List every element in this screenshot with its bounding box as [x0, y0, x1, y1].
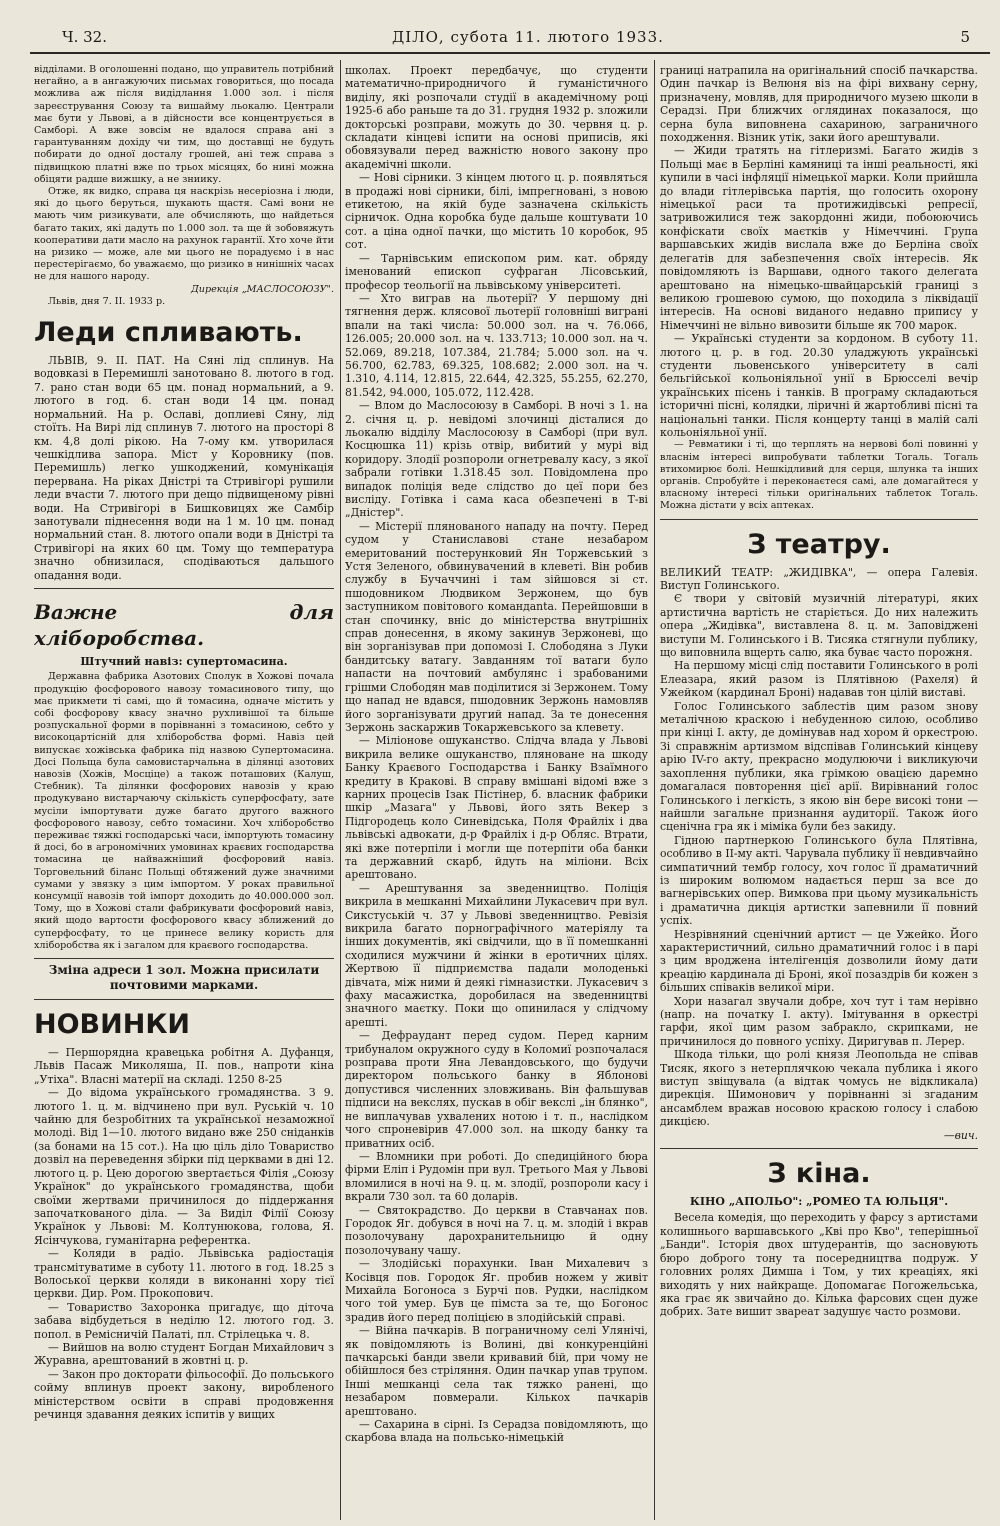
section-rule	[660, 519, 978, 520]
subheadline-farming: Штучний навіз: супертомасина.	[80, 654, 288, 668]
masthead	[62, 22, 980, 50]
theatre-review: Шкода тільки, що ролі князя Леопольда не співав Тисяк, якого з нетерплячкою чекала публика і якого виступ звіщувала (а відтак чомусь не відкликала) дирекція. Шимонович у порівнанні зі згаданим ансамблем вражав носовою краскою голосу і слабою дикцією.	[660, 1048, 978, 1129]
cinema-review: Весела комедія, що переходить у фарсу з артистами колишнього варшавського „Кві про Кво", теперішньої „Банди". Історія двох штудерантів, що засновують бюро доброго тону та посередництва подруж. У головних ролях Димша і Том, у тих креаціях, які виходять у них найкраще. Допомагає Погожельська, яка грає як звичайно до. Кілька фарсових сцен дуже добрих. Зате вишит звареат задушує часто розмови.	[660, 1211, 978, 1319]
news-item: границі натрапила на оригінальний спосіб пачкарства. Один пачкар із Велюня віз на фірі вихвану серну, призначену, мовляв, для природничого музею школи в Серадзі. При ближчих оглядинах показалося, що серна була виповнена сахариною, заграничного походження. Візник утік, заки його арештували.	[660, 64, 978, 145]
dateline: Львів, дня 7. ІІ. 1933 р.	[48, 295, 166, 307]
news-item: — Коляди в радіо. Львівська радіостація трансмітуватиме в суботу 11. лютого в год. 18.25 з Волоської церкви коляди в виконанні хору тієї церкви. Дир. Ром. Прокопович.	[34, 1247, 334, 1301]
news-item: — Святокрадство. До церкви в Ставчанах пов. Городок Яг. добувся в ночі на 7. ц. м. злодій і вкрав позолочувану дарохранительницю й одну позолочувану чашу.	[345, 1203, 648, 1257]
address-notice: Зміна адреси 1 зол. Можна присилати почтовими марками.	[48, 963, 320, 993]
page-number-right: 5	[960, 28, 970, 46]
theatre-subheading: ВЕЛИКИЙ ТЕАТР: „ЖИДІВКА", — опера Галевія. Виступ Голинського.	[660, 565, 978, 592]
page-number-left: Ч. 32.	[62, 28, 107, 46]
signature: Дирекція „МАСЛОСОЮЗУ".	[191, 283, 334, 295]
section-rule	[34, 958, 334, 959]
news-item: — Першорядна кравецька робітня А. Дуфанця, Львів Пасаж Миколяша, II. пов., напроти кіна „Утіха". Власні матерії на складі. 1250 8-25	[34, 1046, 334, 1086]
cinema-subheading: КІНО „АПОЛЬО": „РОМЕО ТА ЮЛЬЦЯ".	[689, 1195, 949, 1209]
news-item: — До відома українського громадянства. З 9. лютого 1. ц. м. відчинено при вул. Руській ч. 10 чайню для безробітних та української незаможної молоді. Від 1—10. лютого видано вже 250 сніданків (за бонами на 15 сот.). На цю ціль діло Товариство дозвіл на переведення збірки під церквами в дні 12. лютого ц. р. Цею дорогою звертається Філія „Союзу Українок" до українського громадянства, щоби своїми жертвами причинилося до піддержання започаткованого діла. — За Виділ Філії Союзу Українок у Львові: М. Колтунюкова, голова, Я. Ясінчукова, гуманітарна референтка.	[34, 1086, 334, 1247]
headline-farming: Важне для хліборобства.	[34, 599, 334, 650]
theatre-signature: —вич.	[943, 1128, 978, 1142]
cooperative-text: відділами. В оголошенні подано, що управитель потрібний негайно, а в ангажуючих письмах говориться, що посада можлива аж після видідлання 1.000 зол. і після зареєстрування Союзу та вишайму льокалю. Централи має бути у Львові, а в дійсности все концентрується в Самборі. А вже зовсім не вдалося справа ані з гарантуванням дохіду чи тим, що доставщі не будуть побирати до одної досталу грошей, ані теж справа з підвищкою платні вже по трьох місяцях, бо нині можна обіцяти радше вижшку, а не зниику.	[34, 64, 334, 185]
news-item: — Арештування за зведенництво. Поліція викрила в мешканні Михайлини Лукасевич при вул. Сикстуській ч. 37 у Львові зведенництво. Ревізія викрила багато порнографічного матеріялу та інших документів, які свідчили, що в її помешканні сходилися мужчини й жінки в еротичних цілях. Жертвою її підприємства падали молоденькі дівчата, між ними й деякі гімназистки. Лукасевич з фаху масажистка, доробилася на зведенництві значного маєтку. Поки що опинилася у слідчому арешті.	[345, 881, 648, 1029]
headline-news: НОВИНКИ	[34, 1009, 190, 1041]
column-divider-1	[340, 60, 341, 1520]
newspaper-title-date: ДІЛО, субота 11. лютого 1933.	[392, 28, 664, 46]
news-item: — Тарнівським епископом рим. кат. обряду іменований епископ суфраган Лісовський, професор теольогії на львівському університеті.	[345, 251, 648, 292]
news-item: — Злодійські порахунки. Іван Михалевич з Косівця пов. Городок Яг. пробив ножем у живіт Михайла Богоноса з Бурчі пов. Рудки, наслідком чого той умер. Був це пімста за те, що Богонос зрадив його перед поліцією в злодійській справі.	[345, 1257, 648, 1324]
news-item: — Вломники при роботі. До спедиційного бюра фірми Еліп і Рудомін при вул. Третього Мая у Львові вломилися в ночі на 9. ц. м. злодії, розпороли касу і вкрали 730 зол. та 60 доларів.	[345, 1149, 648, 1204]
news-item: — Закон про докторати фільософії. До польського сойму вплинув проект закону, виробленого міністерством освіти в справі продовження речинця здавання деяких іспитів у вищих	[34, 1367, 334, 1422]
section-rule	[660, 1148, 978, 1149]
news-item: — Сахарина в сірні. Із Серадза повідомляють, що скарбова влада на польсько-німецькій	[345, 1418, 648, 1445]
headline-cinema: З кіна.	[767, 1158, 871, 1190]
news-item: — Вийшов на волю студент Богдан Михайлович з Журавна, арештований в жовтні ц. р.	[34, 1340, 334, 1368]
farming-article: Державна фабрика Азотових Сполук в Хожові почала продукцію фосфорового навозу томасинового типу, що має прикмети ті самі, що й томасина, одначе містить у собі фосфорову квасу значно рухливішої та більше розпускальної форми в порівнанні з томасиною, себто у високоцартісній для хліборобства формі. Навіз цей випускає хожівська фабрика під назвою Супертомасина. Досі Польща була самовистарчальна в ділянці азотових навозів (Хожів, Мосціце) а також поташових (Калуш, Стебник). Та ділянки фосфорових навозів у краю продукувано вистарчаючу скількість суперфосфату, зате мусіли імпортувати дуже багато другого важного фосфорового навозу, себто томасини. Хоч хліборобство переживає тяжкі господарські часи, імпортують томасину й досі, бо в агрономічних умовинах краєвих господарства томасина це найважніший фосфоровий навіз. Торговельний біланс Польщі обтяжений дуже значними сумами у звязку з цим імпортом. У роках правильної консумції навозів той імпорт доходить до 40.000.000 зол. Тому, що в Хожові стали фабрикувати фосфоровий навіз, який щодо вартости фосфорового квасу зближений до суперфосфату, то це принесе велику користь для хліборобства як і загалом для краєвого господарства.	[34, 671, 334, 951]
headline-theatre: З театру.	[747, 528, 891, 560]
section-rule	[34, 588, 334, 589]
column-divider-2	[654, 60, 655, 1520]
news-item: — Дефраудант перед судом. Перед карним трибуналом окружного суду в Коломиї розпочалася розправа проти Яна Левандовського, що будучи директором польського банку в Яблонові допустився численних зловживань. Він фальшував підписи на векслях, пускав в обіг векслі „ін блянко", не виплачував ухвалених нотою і т. п., наслідком чого спроневірив 47.000 зол. на шкоду банку та приватних осіб.	[345, 1029, 648, 1150]
news-item: школах. Проект передбачує, що студенти математично-природничого й гуманістичного виділу, які розпочали студії в академічному році 1925-6 або раньше та до 31. грудня 1932 р. зложили докторські розправи, можуть до 30. червня ц. р. складати кінцеві іспити на основі приписів, які обовязували перед важністю нового закону про академічні школи.	[345, 64, 648, 171]
news-item: — Містерії плянованого нападу на почту. Перед судом у Станиславові стане незабаром емеритований постерунковий Ян Торжевський з Устя Зеленого, обвинувачений в клеветі. Він робив службу в Бучаччині і там зійшовся зі ст. пшодовником Людвиком Зержонем, що був заступником повітового командanta. Перейшовши в стан спочинку, вніс до міністерства внутрішніх справ донесення, в якому закинув Зержоневі, що він зорганізував при допомозі І. Слободяна з Луки бандитську ватагу. Завданням тої ватаги було напасти на почтовий амбулянс і зрабованими грішми Слободян мав поділитися зі Зержонем. Тому що напад не вдався, пшодовник Зержонь намовляв його зорганізувати другий напад. За те донесення Зержонь заскаржив Токаржевського за клевету.	[345, 519, 648, 734]
header-rule	[30, 52, 990, 54]
column-1	[34, 64, 334, 1520]
theatre-review: Гідною партнеркою Голинського була Плятівна, особливо в II-му акті. Чарувала публику її невдивчайно симпатичний тембр голосу, хоч голос її драматичний із широким волюмом надається перш за все до вагнерівських опер. Вимкова при цьому музикальність і драматична дикція артистки запевнили її повний успіх.	[660, 833, 978, 928]
column-2	[345, 64, 648, 1520]
advertisement: — Ревматики і ті, що терплять на нервові болі повинні у власнім інтересі випробувати таблетки Тогаль. Тогаль втихомирює болі. Нешкідливий для серця, шлунка та інших органів. Спробуйте і переконаєтеся самі, але домагайтеся у власному інтересі тільки оригінальних таблеток Тогаль. Можна дістати у всіх аптеках.	[660, 439, 978, 512]
news-item: — Українські студенти за кордоном. В суботу 11. лютого ц. р. в год. 20.30 уладжують українські студенти льовенського університету в салі бельгійської кольоніяльної унії в Брюсселі вечір українських пісень і танків. В програму складаються історичні пісні, колядки, ліричні й жартобливі пісні та національні танки. Після концерту танці в малій салі кольоніяльної унії.	[660, 332, 978, 439]
news-item: — Товариство Захоронка пригадує, що діточа забава відбудеться в неділю 12. лютого год. 3. попол. в Ремісничій Палаті, пл. Стрілецька ч. 8.	[34, 1300, 334, 1341]
theatre-review: На першому місці слід поставити Голинського в ролі Елеазара, який разом із Плятівною (Рахеля) й Ужейком (кардинал Броні) надавав тон цілій виставі.	[660, 659, 978, 700]
news-item: — Хто виграв на льотерії? У першому дні тягнення держ. клясової льотерії головніші виграні впали на такі числа: 50.000 зол. на ч. 76.066, 126.005; 20.000 зол. на ч. 133.713; 10.000 зол. на ч. 52.069, 89.218, 107.384, 21.784; 5.000 зол. на ч. 56.700, 62.783, 69.325, 108.682; 2.000 зол. на ч. 1.310, 4.114, 12.815, 22.644, 42.325, 55.255, 62.270, 81.542, 94.000, 105.072, 112.428.	[345, 291, 648, 399]
news-item: — Жиди тратять на гітлеризмі. Багато жидів з Польщі має в Берліні камяниці та інші реальності, які купили в часі інфляції німецької марки. Коли прийшла до влади гітлерівська партія, що голосить охорону німецької раси та протижидівські репресії, затривожилися теж закордонні жиди, побоюючись конфіскати своїх маєтків у Німеччині. Група варшавських жидів вислала вже до Берліна своїх делегатів для забезпечення своїх інтересів. Як повідомляють із Варшави, одного такого делегата арештовано на німецько-швайцарській границі з великою грошевою сумою, що походила з ліквідації інтересів. На основі виданого недавно припису у Німеччині не вільно вивозити більше як 700 марок.	[660, 144, 978, 332]
news-item: — Влом до Маслосоюзу в Самборі. В ночі з 1. на 2. січня ц. р. невідомі злочинці дісталися до льокалю відділу Маслосоюзу в Самборі (при вул. Косцюшка 11) крізь отвір, вибитий у мурі від коридору. Злодії розпороли огнетревалу касу, з якої забрали готівки 1.318.45 зол. Повідомлена про випадок поліція веде слідство до цеї пори без висліду. Готівка і сама каса обезпечені в Т-ві „Дністер".	[345, 399, 648, 520]
theatre-review: Хори назагал звучали добре, хоч тут і там нерівно (напр. на початку І. акту). Імітування в оркестрі гарфи, якої цим разом забракло, скрипками, не причинилося до повного успіху. Диригував п. Лерер.	[660, 994, 978, 1048]
news-item: — Нові сірники. З кінцем лютого ц. р. появляться в продажі нові сірники, білі, імпрегновані, з новою етикетою, на якій буде зазначена скількість сірничок. Одна коробка буде дальше коштувати 10 сот. а ціна одної пачки, що містить 10 коробок, 95 сот.	[345, 171, 648, 252]
theatre-review: Голос Голинського заблестів цим разом знову металічною краскою і небуденною силою, особливо при кінці І. акту, де домінував над хором й оркестрою. Зі справжнім артизмом відспівав Голинський кінцеву арію IV-го акту, прекрасно модулюючи і викликуючи захоплення публики, яка грімкою овацією даремно домагалася повторення цієї арії. Вирівнаний голос Голинського і легкість, з якою він бере високі тони — найшли загальне признання аудиторії. Також його сценічна гра як і міміка були без закиду.	[660, 699, 978, 834]
column-3	[660, 64, 978, 1520]
theatre-review: Є твори у світовій музичній літературі, яких артистична вартість не старіється. До них належить опера „Жидівка", виставлена 8. ц. м. Заповіджені виступи М. Голинського і В. Тисяка стягнули публику, що виповнила вщерть салю, яка буває часто порожня.	[660, 592, 978, 660]
headline-ice: Леди спливають.	[34, 317, 303, 349]
cooperative-text-2: Отже, як видко, справа ця наскрізь несеріозна і люди, які до цього беруться, шукають щастя. Самі вони не мають чим ризикувати, але обчисляють, що найдеться багато таких, які дадуть по 1.000 зол. та ще й зобовяжуть кооперативи дати масло на рахунок гарантії. Хто хоче йти на ризико — може, але ми цього не порадуємо і в нас перестерігаємо, бо уважаємо, що ризико в нинішніх часах не для нашого народу.	[34, 186, 334, 283]
section-rule	[34, 999, 334, 1000]
news-item: — Війна пачкарів. В пограничному селі Улянічі, як повідомляють із Волині, дві конкуренційні пачкарські банди звели кривавий бій, при чому не обійшлося без стріляння. Один пачкар упав трупом. Інші мешканці села так тяжко ранені, що незабаром повмерали. Кількох пачкарів арештовано.	[345, 1324, 648, 1418]
news-item: — Міліонове ошуканство. Слідча влада у Львові викрила велике ошуканство, пляноване на шкоду Банку Краєвого Господарства і Банку Взаїмного кредиту в Кракові. В справу вмішані відомі вже з карних процесів Ізак Пістінер, б. власник фабрики шкір „Мазага" у Львові, його зять Векер з Підгородець коло Синевідська, Поля Фрайліх і два львівські адвокати, д-р Фрайліх і д-р Обляс. Втрати, які вже потерпіли і могли ще потерпіти оба банки та державний скарб, йдуть на міліони. Всіх арештовано.	[345, 734, 648, 882]
theatre-review: Незрівняний сценічний артист — це Ужейко. Його характеристичний, сильно драматичний голос і в парі з цим вроджена інтелігенція дозволили йому дати креацію кардинала ді Броні, якої позаздрів би кожен з більших співаків великої міри.	[660, 927, 978, 995]
ice-article: ЛЬВІВ, 9. ІІ. ПАТ. На Сяні лід сплинув. На водовказі в Перемишлі занотовано 8. лютого в год. 7. рано стан води 65 цм. понад нормальний, а 9. лютого в год. 6. стан води 14 цм. понад нормальний. На р. Ославі, доплиеві Сяну, лід стоїть. На Вирі лід сплинув 7. лютого на просторі 8 км. 4,8 долі рікою. На 7-ому км. утворилася чешкідлива запора. Міст у Коровнику (пов. Перемишль) легко ушкоджений, комунікація перервана. На ріках Дністрі та Стривігорі рушили леди вчасти 7. лютого при дещо підвищеному рівні води. На Стривігорі в Бишковицях же Самбір занотували піднесення води на 1 м. 10 цм. понад нормальний стан. 8. лютого опали води в Дністрі та Стривігорі на яких 60 цм. Тому що температура значно обнизилася, сподіваються дальшого опадання води.	[34, 354, 334, 582]
